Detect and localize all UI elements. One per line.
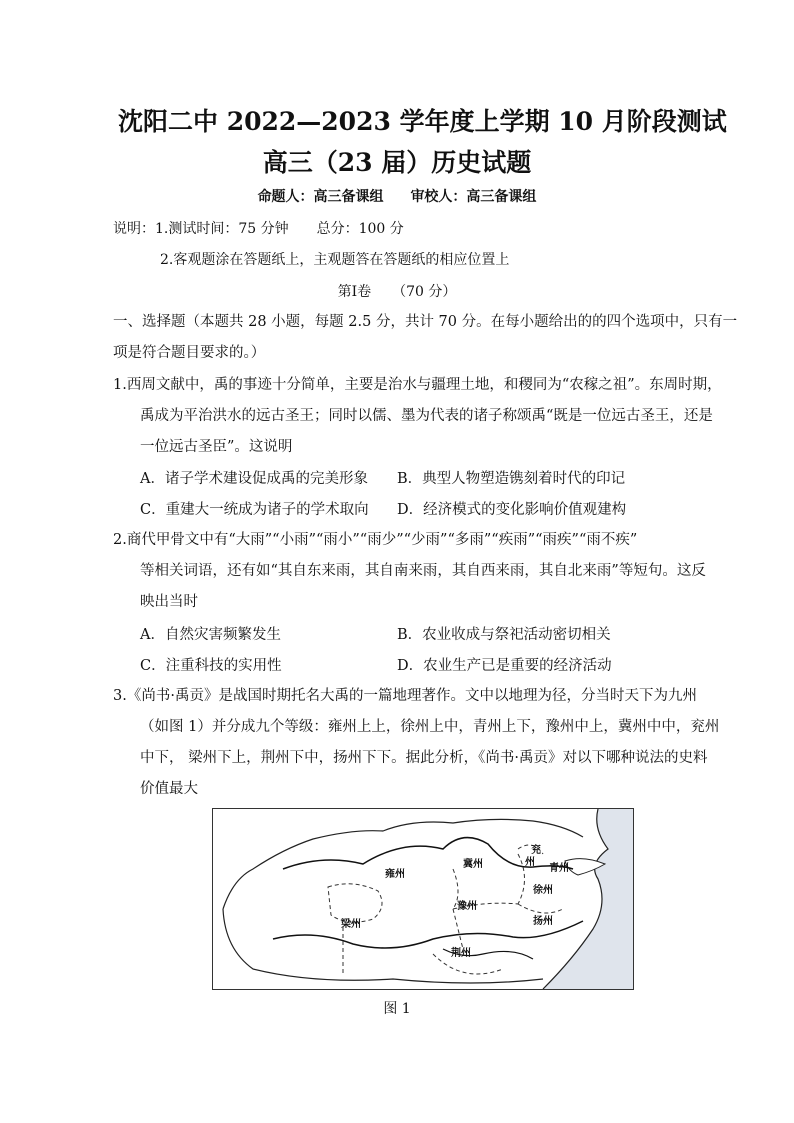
exam-subtitle: 高三（23 届）历史试题 bbox=[262, 148, 532, 177]
label-yuzhou: 豫州 bbox=[457, 901, 477, 912]
question-3-stem-line-4: 价值最大 bbox=[140, 781, 198, 797]
border-3 bbox=[518, 854, 525, 904]
border-1 bbox=[328, 884, 382, 922]
label-yangzhou: 扬州 bbox=[533, 916, 553, 927]
label-qingzhou: 青州 bbox=[549, 863, 569, 874]
sea-area bbox=[543, 809, 633, 989]
author-label: 命题人：高三备课组 bbox=[257, 189, 384, 205]
label-yanzhou-a: 兖 bbox=[531, 845, 541, 856]
question-1-stem-line-1: 1.西周文献中，禹的事迹十分简单，主要是治水与疆理土地，和稷同为“农稼之祖”。东周时期， bbox=[113, 377, 722, 393]
exam-title: 沈阳二中 2022—2023 学年度上学期 10 月阶段测试 bbox=[118, 107, 727, 136]
region-labels bbox=[341, 843, 569, 959]
question-3-stem-line-2: （如图 1）并分成九个等级：雍州上上，徐州上中，青州上下，豫州中上，冀州中中，兖州 bbox=[140, 719, 720, 735]
question-1-option-a[interactable]: A．诸子学术建设促成禹的完美形象 bbox=[140, 471, 368, 487]
label-jizhou: 冀州 bbox=[463, 859, 483, 870]
question-2-stem-line-1: 2.商代甲骨文中有“大雨”“小雨”“雨小”“雨少”“少雨”“多雨”“疾雨”“雨疾”“雨不疾” bbox=[113, 532, 638, 548]
question-2-stem-line-2: 等相关词语，还有如“其自东来雨，其自南来雨，其自西来雨，其自北来雨”等短句。这反 bbox=[140, 563, 706, 579]
question-1-option-b[interactable]: B．典型人物塑造镌刻着时代的印记 bbox=[397, 471, 626, 487]
map-svg bbox=[213, 809, 633, 989]
question-2-stem-line-3: 映出当时 bbox=[140, 594, 198, 610]
question-2-option-a[interactable]: A．自然灾害频繁发生 bbox=[140, 627, 281, 643]
question-3-stem-line-1: 3.《尚书·禹贡》是战国时期托名大禹的一篇地理著作。文中以地理为径，分当时天下为九州 bbox=[113, 688, 697, 704]
section-title: 第Ⅰ卷 （70 分） bbox=[337, 284, 457, 300]
question-1-stem-line-3: 一位远古圣臣”。这说明 bbox=[140, 439, 293, 455]
label-yongzhou: 雍州 bbox=[385, 869, 405, 880]
territory-edge bbox=[223, 819, 583, 983]
nine-provinces-map bbox=[212, 808, 634, 990]
instruction-2: 2.客观题涂在答题纸上，主观题答在答题纸的相应位置上 bbox=[160, 252, 510, 268]
question-2-option-d[interactable]: D．农业生产已是重要的经济活动 bbox=[397, 658, 612, 674]
section-intro-line-1: 一、选择题（本题共 28 小题，每题 2.5 分，共计 70 分。在每小题给出的的四个选项中，只有一 bbox=[113, 314, 738, 330]
label-jingzhou: 荆州 bbox=[451, 948, 471, 959]
border-7 bbox=[518, 904, 563, 913]
border-6 bbox=[453, 909, 463, 949]
question-1-option-c[interactable]: C．重建大一统成为诸子的学术取向 bbox=[140, 502, 369, 518]
section-intro-line-2: 项是符合题目要求的。） bbox=[113, 345, 266, 361]
label-yanzhou-b: 州 bbox=[525, 857, 535, 868]
instruction-1: 说明：1.测试时间：75 分钟 总分：100 分 bbox=[113, 221, 404, 237]
label-xuzhou: 徐州 bbox=[533, 885, 553, 896]
question-1-option-d[interactable]: D．经济模式的变化影响价值观建构 bbox=[397, 502, 627, 518]
reviewer-label: 审校人：高三备课组 bbox=[410, 189, 537, 205]
question-3-stem-line-3: 中下， 梁州下上，荆州下中，扬州下下。据此分析，《尚书·禹贡》对以下哪种说法的史料 bbox=[140, 750, 708, 766]
question-2-option-c[interactable]: C．注重科技的实用性 bbox=[140, 658, 282, 674]
authors-line bbox=[0, 186, 794, 206]
question-2-option-b[interactable]: B．农业收成与祭祀活动密切相关 bbox=[397, 627, 611, 643]
label-liangzhou: 梁州 bbox=[341, 919, 361, 930]
figure-caption: 图 1 bbox=[383, 1001, 411, 1017]
question-1-stem-line-2: 禹成为平治洪水的远古圣王；同时以儒、墨为代表的诸子称颂禹“既是一位远古圣王，还是 bbox=[140, 408, 713, 424]
